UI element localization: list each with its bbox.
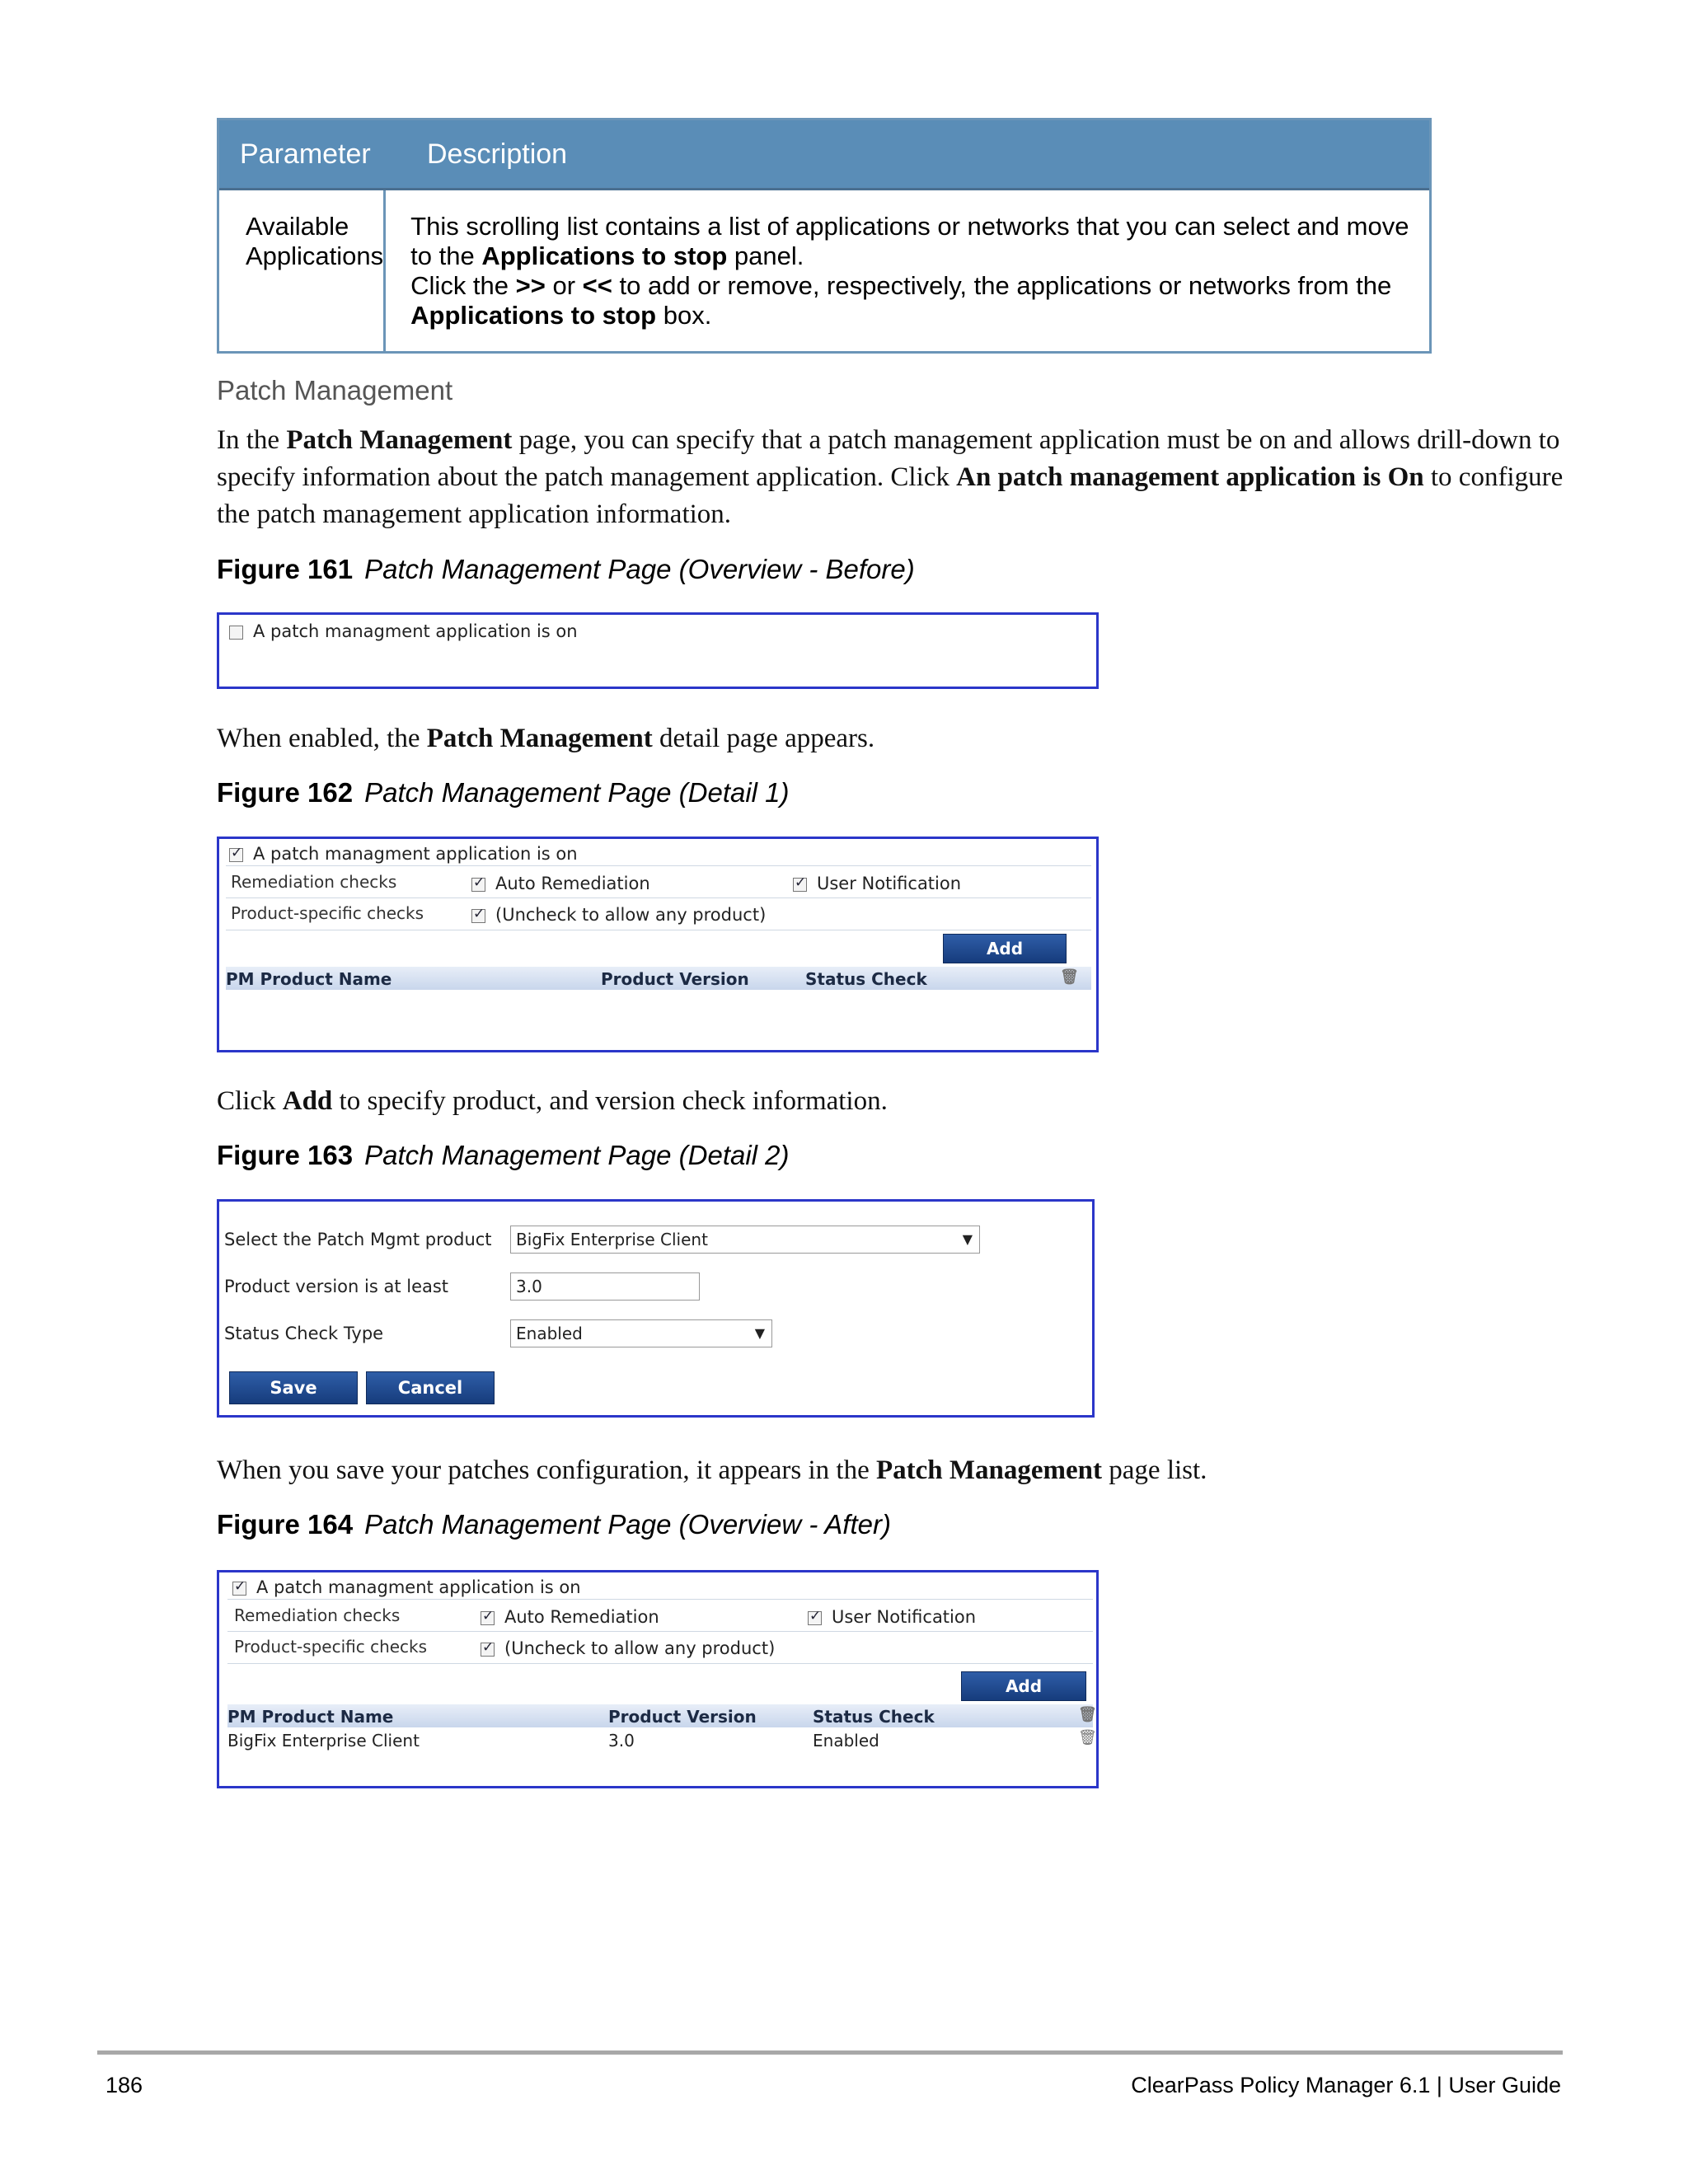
figure-number: Figure 162	[217, 777, 354, 808]
version-label: Product version is at least	[224, 1277, 449, 1296]
uncheck-hint: (Uncheck to allow any product)	[495, 905, 767, 925]
intro-paragraph	[217, 422, 1568, 533]
desc-bold: Applications to stop	[410, 301, 657, 330]
enable-checkbox[interactable]	[232, 1582, 246, 1596]
auto-remediation-checkbox[interactable]	[471, 878, 485, 892]
enable-label: A patch managment application is on	[253, 621, 578, 641]
product-checks-label: Product-specific checks	[231, 903, 424, 923]
desc-text: box.	[656, 301, 712, 330]
add-button[interactable]: Add	[943, 934, 1067, 963]
bold-text: Patch Management	[876, 1455, 1103, 1485]
cell-status-check: Enabled	[813, 1731, 879, 1750]
text: to configure the patch management application information.	[217, 462, 1564, 529]
desc-text: or	[545, 271, 583, 300]
col-product-name: PM Product Name	[227, 1707, 394, 1727]
col-status-check: Status Check	[805, 969, 927, 989]
text: page list.	[1102, 1455, 1207, 1485]
footer-divider	[97, 2050, 1563, 2055]
chevron-down-icon: ▼	[962, 1231, 973, 1247]
col-product-version: Product Version	[608, 1707, 757, 1727]
text: When enabled, the	[217, 724, 427, 753]
enable-label: A patch managment application is on	[256, 1577, 581, 1597]
trash-icon[interactable]: 🗑	[1078, 1729, 1097, 1746]
cell-product-name: BigFix Enterprise Client	[227, 1731, 420, 1750]
status-type-value: Enabled	[516, 1324, 583, 1343]
desc-bold: Applications to stop	[481, 241, 728, 270]
header-description: Description	[427, 138, 568, 170]
cancel-button[interactable]: Cancel	[366, 1371, 495, 1404]
trash-icon[interactable]: 🗑	[1060, 968, 1079, 986]
uncheck-hint: (Uncheck to allow any product)	[504, 1638, 776, 1658]
enable-label: A patch managment application is on	[253, 844, 578, 864]
col-status-check: Status Check	[813, 1707, 935, 1727]
figure-number: Figure 163	[217, 1140, 354, 1170]
bold-text: Add	[282, 1086, 333, 1116]
page-number: 186	[106, 2073, 143, 2097]
paragraph-enabled	[217, 720, 874, 757]
enable-checkbox[interactable]	[229, 848, 243, 862]
remediation-label: Remediation checks	[234, 1605, 401, 1625]
document-title: ClearPass Policy Manager 6.1 | User Guide	[1131, 2073, 1561, 2097]
bold-text: An patch management application is On	[956, 462, 1424, 492]
figure-title: Patch Management Page (Detail 1)	[364, 777, 790, 808]
auto-remediation-checkbox[interactable]	[481, 1611, 495, 1625]
list-header	[226, 967, 1091, 990]
desc-text: This scrolling list contains a list of applications or networks that you can select and move to the	[410, 212, 1409, 270]
auto-remediation-label: Auto Remediation	[495, 874, 650, 893]
col-product-version: Product Version	[601, 969, 749, 989]
product-checks-option	[481, 1638, 775, 1658]
desc-text: Click the	[410, 271, 516, 300]
text: page, you can specify that a patch management application must be on and allows drill-down to specify information about the patch management application. Click	[217, 425, 1560, 492]
auto-remediation-option	[481, 1607, 659, 1627]
screenshot-detail-1	[217, 837, 1099, 1052]
section-heading: Patch Management	[217, 375, 453, 405]
version-input[interactable]: 3.0	[510, 1272, 700, 1301]
figure-title: Patch Management Page (Overview - After)	[364, 1509, 891, 1540]
user-notification-checkbox[interactable]	[808, 1611, 822, 1625]
product-checks-label: Product-specific checks	[234, 1637, 428, 1657]
product-select-value: BigFix Enterprise Client	[516, 1230, 708, 1249]
text: to specify product, and version check information.	[332, 1086, 888, 1116]
text: In the	[217, 425, 287, 455]
figure-number: Figure 164	[217, 1509, 354, 1540]
product-select[interactable]	[510, 1226, 980, 1254]
screenshot-detail-2	[217, 1199, 1095, 1418]
save-button[interactable]: Save	[229, 1371, 358, 1404]
remediation-label: Remediation checks	[231, 872, 397, 892]
figure-caption	[217, 777, 790, 808]
enable-row	[232, 1577, 581, 1597]
table-header	[219, 120, 1429, 188]
desc-text: panel.	[727, 241, 804, 270]
add-button[interactable]: Add	[961, 1671, 1086, 1701]
user-notification-option	[793, 874, 961, 893]
table-row	[219, 188, 1429, 351]
screenshot-overview-before	[217, 612, 1099, 689]
table-row[interactable]	[227, 1729, 1097, 1752]
figure-title: Patch Management Page (Overview - Before)	[364, 554, 915, 584]
auto-remediation-option	[471, 874, 650, 893]
user-notification-checkbox[interactable]	[793, 878, 807, 892]
cell-product-version: 3.0	[608, 1731, 635, 1750]
enable-row	[229, 844, 578, 864]
enable-row	[229, 621, 578, 641]
status-type-select[interactable]	[510, 1319, 772, 1347]
product-checks-checkbox[interactable]	[481, 1643, 495, 1657]
product-checks-checkbox[interactable]	[471, 909, 485, 923]
paragraph-save	[217, 1452, 1207, 1489]
paragraph-click-add	[217, 1083, 888, 1120]
status-type-label: Status Check Type	[224, 1324, 384, 1343]
enable-checkbox[interactable]	[229, 626, 243, 640]
desc-bold: >>	[515, 271, 546, 300]
figure-caption	[217, 554, 915, 585]
figure-number: Figure 161	[217, 554, 354, 584]
desc-bold: <<	[582, 271, 612, 300]
bold-text: Patch Management	[426, 724, 653, 753]
parameter-table	[217, 118, 1432, 354]
parameter-description	[386, 190, 1429, 351]
user-notification-option	[808, 1607, 976, 1627]
trash-icon[interactable]: 🗑	[1078, 1706, 1097, 1723]
figure-title: Patch Management Page (Detail 2)	[364, 1140, 790, 1170]
user-notification-label: User Notification	[832, 1607, 977, 1627]
product-checks-option	[471, 905, 766, 925]
parameter-name: Available Applications	[219, 190, 386, 351]
desc-text: to add or remove, respectively, the applications or networks from the	[612, 271, 1392, 300]
user-notification-label: User Notification	[817, 874, 962, 893]
auto-remediation-label: Auto Remediation	[504, 1607, 659, 1627]
text: detail page appears.	[652, 724, 875, 753]
col-product-name: PM Product Name	[226, 969, 392, 989]
figure-caption	[217, 1509, 891, 1540]
figure-caption	[217, 1140, 790, 1171]
header-parameter: Parameter	[240, 138, 371, 170]
chevron-down-icon: ▼	[754, 1325, 765, 1341]
product-label: Select the Patch Mgmt product	[224, 1230, 492, 1249]
text: When you save your patches configuration, it appears in the	[217, 1455, 876, 1485]
screenshot-overview-after	[217, 1570, 1099, 1788]
bold-text: Patch Management	[286, 425, 513, 455]
text: Click	[217, 1086, 283, 1116]
list-header	[227, 1704, 1097, 1727]
